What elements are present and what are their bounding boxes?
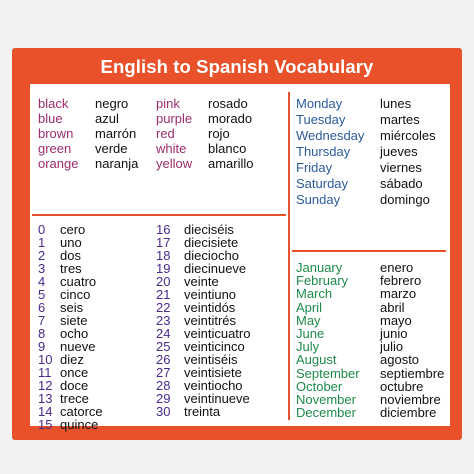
english-word: November xyxy=(296,392,356,407)
english-word: May xyxy=(296,312,321,328)
spanish-word: veintitrés xyxy=(184,313,237,328)
spanish-word: treinta xyxy=(184,404,221,419)
days-months-divider xyxy=(292,250,446,252)
spanish-word: azul xyxy=(95,111,119,126)
english-word: purple xyxy=(156,111,193,126)
spanish-word: marzo xyxy=(380,286,417,302)
english-word: 14 xyxy=(38,404,53,419)
english-word: 19 xyxy=(156,261,171,276)
spanish-word: martes xyxy=(380,112,420,127)
english-word: 28 xyxy=(156,378,171,393)
english-word: 15 xyxy=(38,417,53,432)
english-word: 17 xyxy=(156,235,171,250)
english-word: black xyxy=(38,96,69,111)
vocabulary-board xyxy=(30,84,450,432)
english-word: Sunday xyxy=(296,192,341,207)
spanish-word: sábado xyxy=(380,176,423,191)
spanish-word: tres xyxy=(60,261,82,276)
english-word: 20 xyxy=(156,274,171,289)
english-word: 23 xyxy=(156,313,171,328)
english-word: Monday xyxy=(296,96,343,111)
english-word: July xyxy=(296,339,320,355)
english-word: 22 xyxy=(156,300,171,315)
spanish-word: dieciséis xyxy=(184,222,234,237)
spanish-word: abril xyxy=(380,299,405,315)
english-word: 30 xyxy=(156,404,171,419)
english-word: 18 xyxy=(156,248,171,263)
english-word: pink xyxy=(156,96,180,111)
english-word: brown xyxy=(38,126,74,141)
vocabulary-card xyxy=(12,48,462,440)
spanish-word: octubre xyxy=(380,378,424,394)
spanish-word: veinticuatro xyxy=(184,326,251,341)
spanish-word: septiembre xyxy=(380,365,445,381)
english-word: 16 xyxy=(156,222,171,237)
spanish-word: nueve xyxy=(60,339,96,354)
english-word: Thursday xyxy=(296,144,351,159)
spanish-word: veintiocho xyxy=(184,378,243,393)
english-word: 3 xyxy=(38,261,46,276)
english-word: 13 xyxy=(38,391,53,406)
spanish-word: blanco xyxy=(208,141,247,156)
english-word: red xyxy=(156,126,175,141)
english-word: December xyxy=(296,405,356,421)
spanish-word: diecinueve xyxy=(184,261,247,276)
spanish-word: agosto xyxy=(380,352,420,368)
english-word: 6 xyxy=(38,300,46,315)
spanish-word: veintiséis xyxy=(184,352,238,367)
english-word: 9 xyxy=(38,339,46,354)
spanish-word: amarillo xyxy=(208,156,254,171)
spanish-word: veintinueve xyxy=(184,391,250,406)
spanish-word: cero xyxy=(60,222,86,237)
spanish-word: once xyxy=(60,365,89,380)
spanish-word: uno xyxy=(60,235,82,250)
spanish-word: domingo xyxy=(380,192,430,207)
english-word: 24 xyxy=(156,326,171,341)
spanish-word: morado xyxy=(208,111,253,126)
english-word: 21 xyxy=(156,287,171,302)
english-word: Tuesday xyxy=(296,112,346,127)
spanish-word: quince xyxy=(60,417,99,432)
colors-numbers-divider xyxy=(32,214,286,216)
spanish-word: doce xyxy=(60,378,89,393)
english-word: 1 xyxy=(38,235,46,250)
spanish-word: rosado xyxy=(208,96,248,111)
english-word: 8 xyxy=(38,326,46,341)
spanish-word: verde xyxy=(95,141,128,156)
english-word: September xyxy=(296,365,360,381)
spanish-word: viernes xyxy=(380,160,422,175)
english-word: 10 xyxy=(38,352,53,367)
card-title: English to Spanish Vocabulary xyxy=(100,56,374,77)
spanish-word: naranja xyxy=(95,156,139,171)
english-word: Wednesday xyxy=(296,128,365,143)
spanish-word: julio xyxy=(380,339,404,355)
english-word: February xyxy=(296,273,349,289)
english-word: blue xyxy=(38,111,63,126)
spanish-word: junio xyxy=(380,326,408,341)
spanish-word: negro xyxy=(95,96,129,111)
spanish-word: veinticinco xyxy=(184,339,245,354)
spanish-word: noviembre xyxy=(380,392,441,407)
english-word: yellow xyxy=(156,156,193,171)
english-word: April xyxy=(296,299,323,315)
spanish-word: seis xyxy=(60,300,84,315)
english-word: 25 xyxy=(156,339,171,354)
spanish-word: diez xyxy=(60,352,84,367)
english-word: 29 xyxy=(156,391,171,406)
spanish-word: cinco xyxy=(60,287,91,302)
spanish-word: veintiuno xyxy=(184,287,237,302)
spanish-word: trece xyxy=(60,391,89,406)
english-word: March xyxy=(296,286,333,302)
english-word: green xyxy=(38,141,72,156)
english-word: 4 xyxy=(38,274,46,289)
spanish-word: enero xyxy=(380,260,414,275)
english-word: 11 xyxy=(38,365,52,380)
spanish-word: veintisiete xyxy=(184,365,242,380)
spanish-word: cuatro xyxy=(60,274,97,289)
vertical-divider xyxy=(288,92,290,420)
spanish-word: ocho xyxy=(60,326,89,341)
spanish-word: dos xyxy=(60,248,81,263)
spanish-word: febrero xyxy=(380,273,422,289)
english-word: 7 xyxy=(38,313,46,328)
spanish-word: rojo xyxy=(208,126,230,141)
english-word: August xyxy=(296,352,337,368)
english-word: 12 xyxy=(38,378,53,393)
english-word: October xyxy=(296,378,343,394)
spanish-word: catorce xyxy=(60,404,103,419)
english-word: Friday xyxy=(296,160,333,175)
english-word: 26 xyxy=(156,352,171,367)
english-word: 0 xyxy=(38,222,46,237)
spanish-word: veintidós xyxy=(184,300,236,315)
spanish-word: diecisiete xyxy=(184,235,239,250)
spanish-word: diciembre xyxy=(380,405,437,421)
english-word: January xyxy=(296,260,343,275)
english-word: 27 xyxy=(156,365,171,380)
english-word: orange xyxy=(38,156,79,171)
english-word: 2 xyxy=(38,248,46,263)
english-word: June xyxy=(296,326,325,341)
spanish-word: marrón xyxy=(95,126,137,141)
spanish-word: dieciocho xyxy=(184,248,239,263)
spanish-word: lunes xyxy=(380,96,412,111)
spanish-word: siete xyxy=(60,313,88,328)
spanish-word: mayo xyxy=(380,312,412,328)
spanish-word: veinte xyxy=(184,274,219,289)
english-word: Saturday xyxy=(296,176,349,191)
spanish-word: jueves xyxy=(380,144,418,159)
english-word: 5 xyxy=(38,287,46,302)
english-word: white xyxy=(156,141,187,156)
spanish-word: miércoles xyxy=(380,128,436,143)
